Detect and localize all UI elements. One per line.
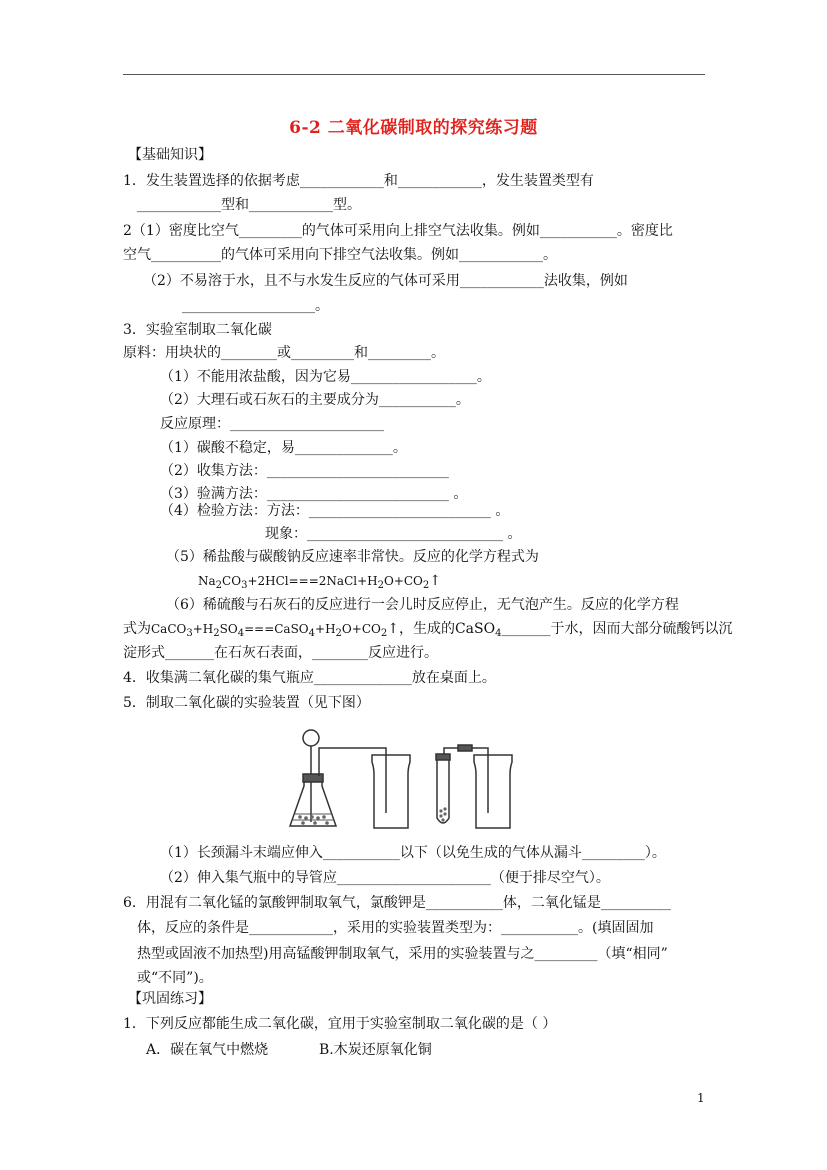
- question-3-full-check: （3）验满方法：__________________________ 。: [160, 486, 468, 502]
- practice-question-1: 1．下列反应都能生成二氧化碳，宜用于实验室制取二氧化碳的是（ ）: [123, 1016, 557, 1032]
- question-1-line-2: ____________型和____________型。: [137, 197, 361, 213]
- equation-sodium-carbonate: $Na_2CO_3+2HCl===2NaCl+H_2O+CO_2↑$: [198, 573, 442, 591]
- funnel-bulb: [303, 730, 319, 746]
- question-6-line-4: 或“不同”)。: [137, 970, 213, 986]
- gas-jar: [372, 755, 410, 828]
- solid-particles: [298, 807, 446, 824]
- question-2-line-3: （2）不易溶于水，且不与水发生反应的气体可采用____________法收集，例如: [143, 273, 628, 289]
- question-4: 4．收集满二氧化碳的集气瓶应______________放在桌面上。: [123, 670, 496, 686]
- test-tube-stopper: [436, 754, 450, 760]
- question-5-heading: 5．制取二氧化碳的实验装置（见下图）: [123, 695, 370, 711]
- question-3-materials: 原料：用块状的________或_________和_________。: [123, 345, 445, 361]
- question-3-item-1: （1）不能用浓盐酸，因为它易__________________。: [160, 369, 491, 385]
- apparatus-diagram: [286, 718, 526, 830]
- question-3-item-2: （2）大理石或石灰石的主要成分为___________。: [160, 392, 470, 408]
- option-a: A．碳在氧气中燃烧: [146, 1042, 269, 1058]
- question-3-test-phenomenon: 现象：____________________________ 。: [265, 526, 522, 542]
- question-6-line-1: 6．用混有二氧化锰的氯酸钾制取氧气，氯酸钾是___________体，二氧化锰是__________: [123, 895, 671, 911]
- question-5-item-1: （1）长颈漏斗末端应伸入___________以下（以免生成的气体从漏斗_________）。: [160, 845, 666, 861]
- question-6-line-3: 热型或固液不加热型)用高锰酸钾制取氧气，采用的实验装置与之_________（填“相同”: [137, 946, 668, 962]
- question-1-line-1: 1．发生装置选择的依据考虑____________和____________，发生装置类型有: [123, 173, 594, 189]
- question-3-test-method: （4）检验方法：方法：__________________________ 。: [160, 503, 510, 519]
- option-b: B.木炭还原氧化铜: [319, 1042, 432, 1058]
- question-3-principle: 反应原理：______________________: [160, 416, 384, 432]
- delivery-tube: [319, 748, 386, 813]
- erlenmeyer-flask: [290, 778, 336, 826]
- question-2-line-1: 2（1）密度比空气_________的气体可采用向上排空气法收集。例如___________。密度比: [123, 223, 673, 239]
- question-3-item-6-line-1: （6）稀硫酸与石灰石的反应进行一会儿时反应停止，无气泡产生。反应的化学方程: [166, 597, 679, 613]
- header-rule: [123, 74, 705, 75]
- question-3-heading: 3．实验室制取二氧化碳: [123, 322, 272, 338]
- section-heading-practice: 【巩固练习】: [128, 991, 212, 1007]
- test-tube: [437, 756, 449, 823]
- gas-jar-2: [474, 755, 512, 828]
- question-2-line-4: ___________________。: [182, 298, 329, 314]
- page-title: 6-2 二氧化碳制取的探究练习题: [289, 118, 538, 138]
- page-number: 1: [697, 1091, 705, 1105]
- question-2-line-2: 空气__________的气体可采用向下排空气法收集。例如____________。: [123, 247, 557, 263]
- question-3-collection: （2）收集方法：__________________________: [160, 463, 449, 479]
- question-3-item-5: （5）稀盐酸与碳酸钠反应速率非常快。反应的化学方程式为: [166, 549, 539, 565]
- question-6-line-2: 体，反应的条件是____________，采用的实验装置类型为：___________。(填固固加: [137, 920, 654, 936]
- question-5-item-2: （2）伸入集气瓶中的导管应______________________（便于排尽空气）。: [160, 870, 610, 886]
- hose-connector: [458, 745, 472, 751]
- section-heading-basics: 【基础知识】: [128, 147, 212, 163]
- question-3-item-6-line-2: 式为$CaCO_3+H_2SO_4===CaSO_4+H_2O+CO_2↑$，生成的CaSO$_4$_______于水，因而大部分硫酸钙以沉: [123, 621, 733, 639]
- question-3-carbonic-acid: （1）碳酸不稳定，易______________。: [160, 440, 407, 456]
- flask-stopper: [303, 774, 323, 782]
- question-3-item-6-line-3: 淀形式_______在石灰石表面，________反应进行。: [123, 645, 438, 661]
